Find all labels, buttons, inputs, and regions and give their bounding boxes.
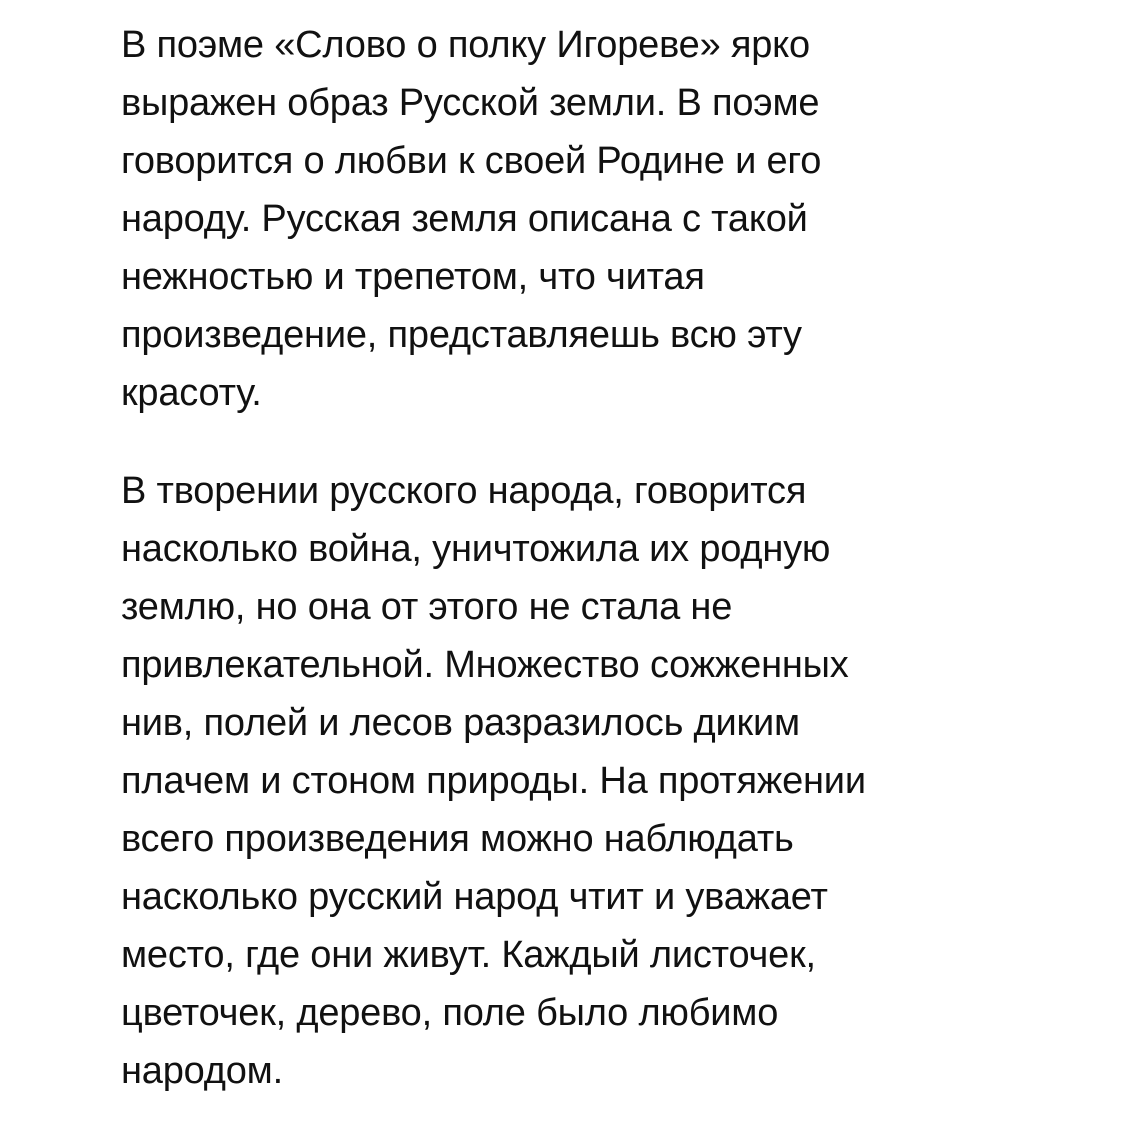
text-line: нежностью и трепетом, что читая [121,256,705,298]
text-line: землю, но она от этого не стала не [121,586,733,628]
text-line: цветочек, дерево, поле было любимо [121,992,779,1034]
text-line: говорится о любви к своей Родине и его [121,140,822,182]
paragraph-2 [121,462,941,1100]
text-line: нив, полей и лесов разразилось диким [121,702,800,744]
text-line: выражен образ Русской земли. В поэме [121,82,820,124]
text-line: привлекательной. Множество сожженных [121,644,849,686]
text-line: народу. Русская земля описана с такой [121,198,808,240]
text-line: место, где они живут. Каждый листочек, [121,934,816,976]
text-line: народом. [121,1050,283,1092]
text-line: всего произведения можно наблюдать [121,818,794,860]
text-line: произведение, представляешь всю эту [121,314,802,356]
text-line: насколько русский народ чтит и уважает [121,876,828,918]
paragraph-1 [121,16,941,422]
text-line: насколько война, уничтожила их родную [121,528,831,570]
text-line: плачем и стоном природы. На протяжении [121,760,866,802]
text-line: В поэме «Слово о полку Игореве» ярко [121,24,810,66]
text-line: красоту. [121,372,262,414]
text-line: В творении русского народа, говорится [121,470,807,512]
